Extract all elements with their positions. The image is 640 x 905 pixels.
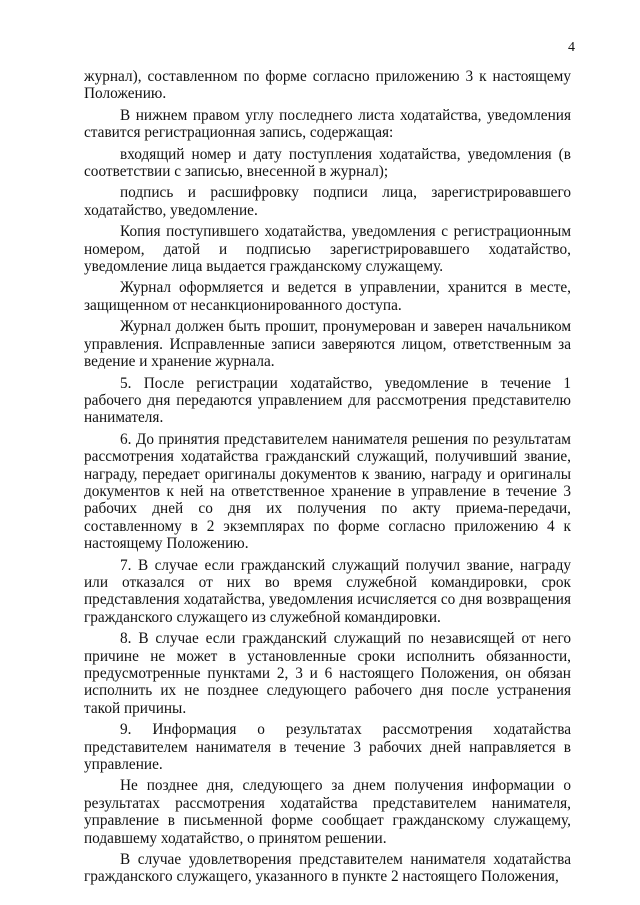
- paragraph-satisfaction-case: В случае удовлетворения представителем нанимателя ходатайства гражданского служащего, указанного в пункте 2 настоящего Положения,: [84, 851, 571, 886]
- paragraph-signature: подпись и расшифровку подписи лица, зарегистрировавшего ходатайство, уведомление.: [84, 184, 571, 219]
- paragraph-continuation: журнал), составленном по форме согласно приложению 3 к настоящему Положению.: [84, 68, 571, 103]
- paragraph-item-6: 6. До принятия представителем нанимателя решения по результатам рассмотрения ходатайства гражданский служащий, получивший звание, награду, передает оригиналы документов к званию, награду и оригиналы документов к ней на ответственное хранение в управление в течение 3 рабочих дней со дня их получения по акту приема-передачи, составленному в 2 экземплярах по форме согласно приложению 4 к настоящему Положению.: [84, 430, 571, 553]
- paragraph-item-8: 8. В случае если гражданский служащий по независящей от него причине не может в установленные сроки исполнить обязанности, предусмотренные пунктами 2, 3 и 6 настоящего Положения, он обязан исполнить их не позднее следующего рабочего дня после устранения такой причины.: [84, 630, 571, 717]
- page-number: 4: [568, 40, 575, 55]
- paragraph-registration-record: В нижнем правом углу последнего листа ходатайства, уведомления ставится регистрационная запись, содержащая:: [84, 106, 571, 142]
- paragraph-item-5: 5. После регистрации ходатайство, уведомление в течение 1 рабочего дня передаются управлением для рассмотрения представителю нанимателя.: [84, 374, 571, 427]
- paragraph-decision-notice: Не позднее дня, следующего за днем получения информации о результатах рассмотрения ходатайства представителем нанимателя, управление в письменной форме сообщает гражданскому служащему, подавшему ходатайство, о принятом решении.: [84, 777, 571, 847]
- paragraph-journal-kept: Журнал оформляется и ведется в управлении, хранится в месте, защищенном от несанкционированного доступа.: [84, 279, 571, 314]
- paragraph-journal-bound: Журнал должен быть прошит, пронумерован и заверен начальником управления. Исправленные записи заверяются лицом, ответственным за ведение и хранение журнала.: [84, 318, 571, 371]
- paragraph-item-9: 9. Информация о результатах рассмотрения ходатайства представителем нанимателя в течение 3 рабочих дней направляется в управление.: [84, 721, 571, 774]
- paragraph-item-7: 7. В случае если гражданский служащий получил звание, награду или отказался от них во время служебной командировки, срок представления ходатайства, уведомления исчисляется со дня возвращения гражданского служащего из служебной командировки.: [84, 556, 571, 626]
- document-body: [84, 68, 571, 886]
- paragraph-copy-issued: Копия поступившего ходатайства, уведомления с регистрационным номером, датой и подписью зарегистрировавшего ходатайство, уведомление лица выдается гражданскому служащему.: [84, 223, 571, 276]
- paragraph-incoming-number: входящий номер и дату поступления ходатайства, уведомления (в соответствии с записью, внесенной в журнал);: [84, 145, 571, 181]
